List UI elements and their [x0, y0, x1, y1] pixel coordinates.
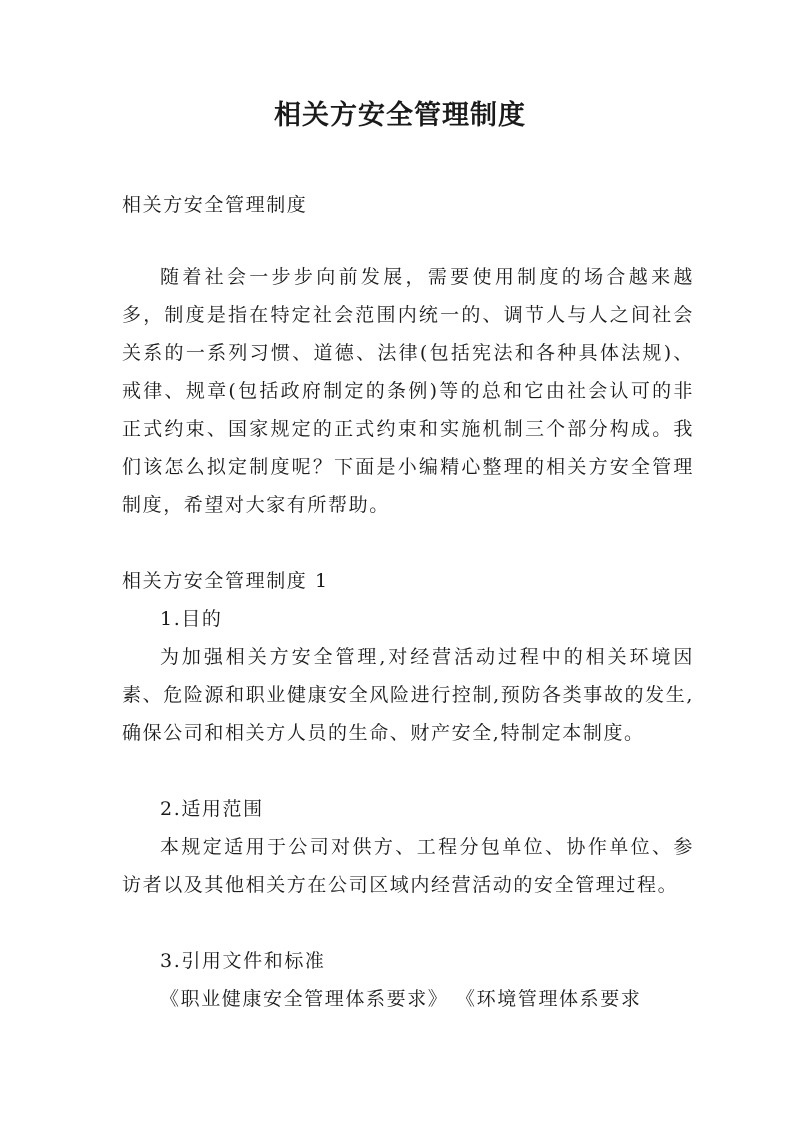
- item-heading-purpose: 1.目的: [160, 608, 223, 630]
- item-heading-scope: 2.适用范围: [160, 798, 264, 820]
- document-title: 相关方安全管理制度: [274, 100, 526, 131]
- section-heading: 相关方安全管理制度 1: [122, 570, 329, 592]
- intro-paragraph: 随着社会一步步向前发展，需要使用制度的场合越来越多，制度是指在特定社会范围内统一的、调节人与人之间社会关系的一系列习惯、道德、法律(包括宪法和各种具体法规)、戒律、规章(包括政府制定的条例)等的总和它由社会认可的非正式约束、国家规定的正式约束和实施机制三个部分构成。我们该怎么拟定制度呢？下面是小编精心整理的相关方安全管理制度，希望对大家有所帮助。: [122, 266, 694, 516]
- references-paragraph: 《职业健康安全管理体系要求》 《环境管理体系要求: [160, 988, 642, 1010]
- document-subtitle: 相关方安全管理制度: [122, 194, 308, 216]
- item-heading-references: 3.引用文件和标准: [160, 950, 326, 972]
- scope-paragraph: 本规定适用于公司对供方、工程分包单位、协作单位、参访者以及其他相关方在公司区域内经营活动的安全管理过程。: [122, 836, 694, 896]
- purpose-paragraph: 为加强相关方安全管理,对经营活动过程中的相关环境因素、危险源和职业健康安全风险进行控制,预防各类事故的发生,确保公司和相关方人员的生命、财产安全,特制定本制度。: [122, 646, 694, 744]
